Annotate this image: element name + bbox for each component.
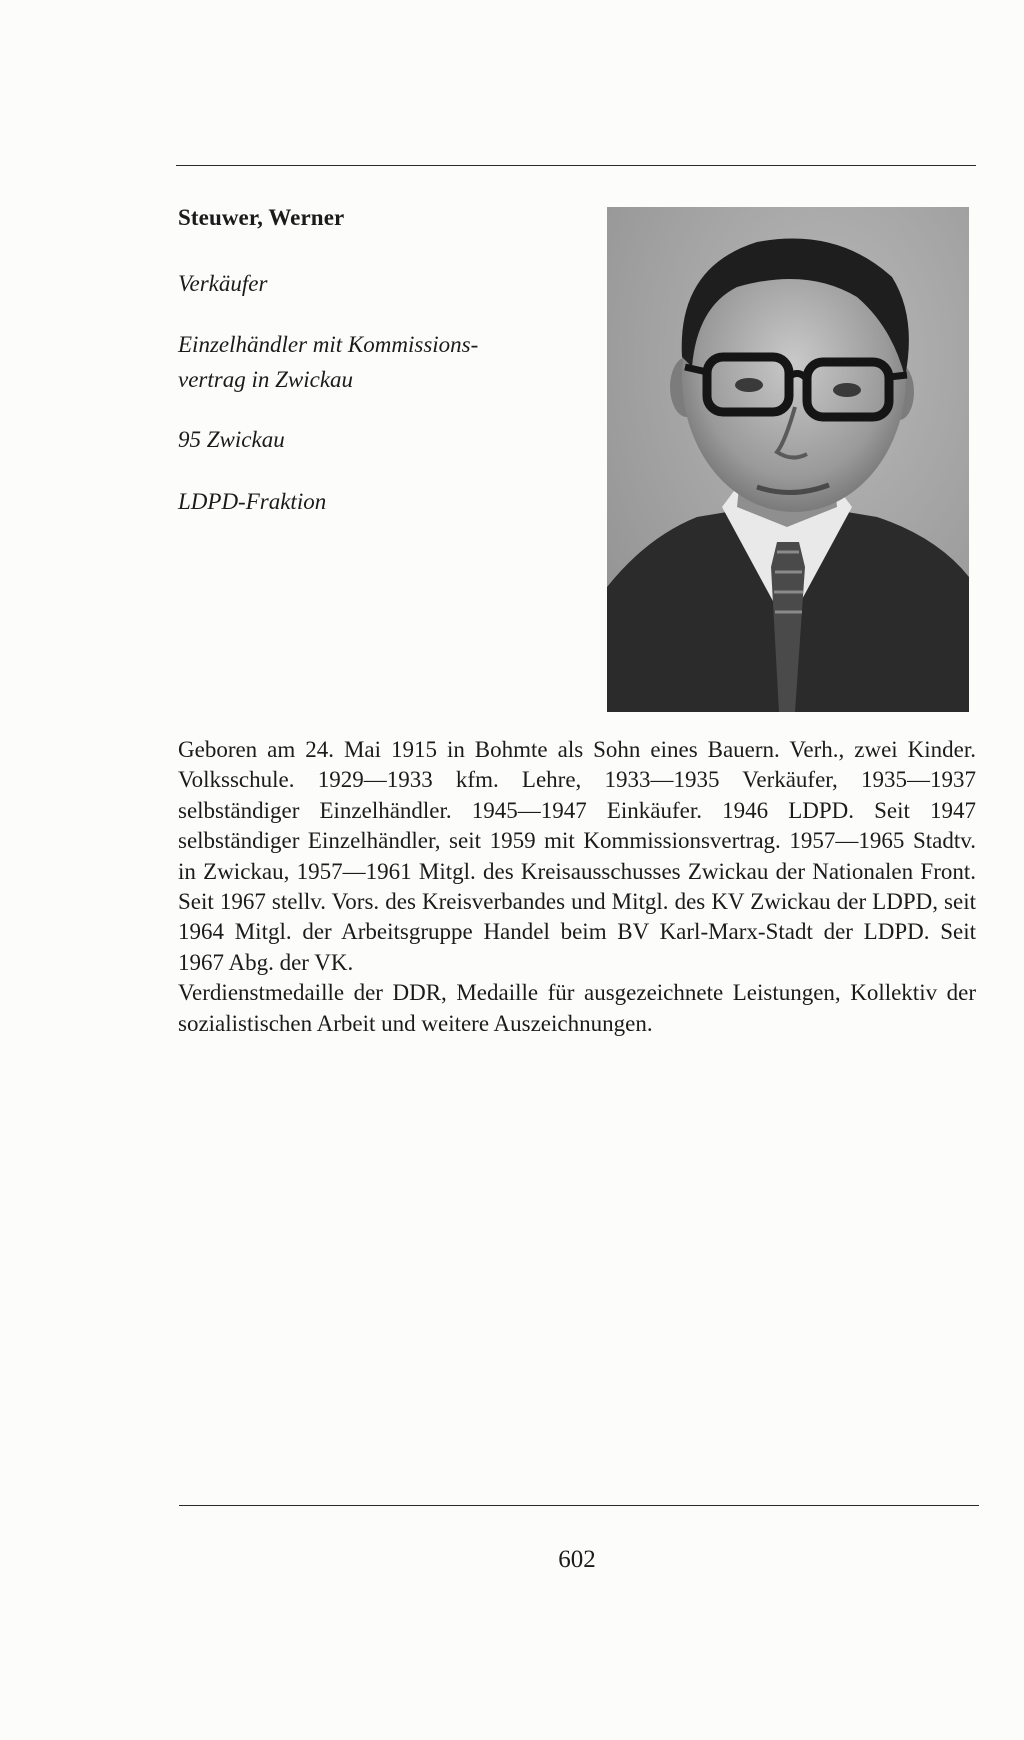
position-line-2: vertrag in Zwickau (178, 367, 354, 392)
biography-paragraph-1: Geboren am 24. Mai 1915 in Bohmte als Sohn eines Bauern. Verh., zwei Kinder. Volksschule. 1929—1933 kfm. Lehre, 1933—1935 Verkäufer, 1935—1937 selbständiger Einzelhändler. 1945—1947 Einkäufer. 1946 LDPD. Seit 1947 selbständiger Einzelhändler, seit 1959 mit Kommissionsvertrag. 1957—1965 Stadtv. in Zwickau, 1957—1961 Mitgl. des Kreisausschusses Zwickau der Nationalen Front. Seit 1967 stellv. Vors. des Kreisverbandes und Mitgl. des KV Zwickau der LDPD, seit 1964 Mitgl. der Arbeitsgruppe Handel beim BV Karl-Marx-Stadt der LDPD. Seit 1967 Abg. der VK. (178, 737, 976, 975)
person-name: Steuwer, Werner (178, 205, 345, 230)
address: 95 Zwickau (178, 427, 285, 452)
biography (178, 735, 976, 1039)
top-rule (176, 165, 976, 166)
biography-paragraph-2: Verdienstmedaille der DDR, Medaille für ausgezeichnete Leistungen, Kollektiv der sozialistischen Arbeit und weitere Auszeichnungen. (178, 980, 976, 1036)
occupation: Verkäufer (178, 271, 268, 296)
position (178, 327, 558, 397)
portrait-photo (607, 207, 969, 712)
portrait-illustration (607, 207, 969, 712)
position-line-1: Einzelhändler mit Kommissions- (178, 332, 479, 357)
bottom-rule (179, 1505, 979, 1506)
faction: LDPD-Fraktion (178, 489, 327, 514)
page-number: 602 (558, 1546, 596, 1573)
